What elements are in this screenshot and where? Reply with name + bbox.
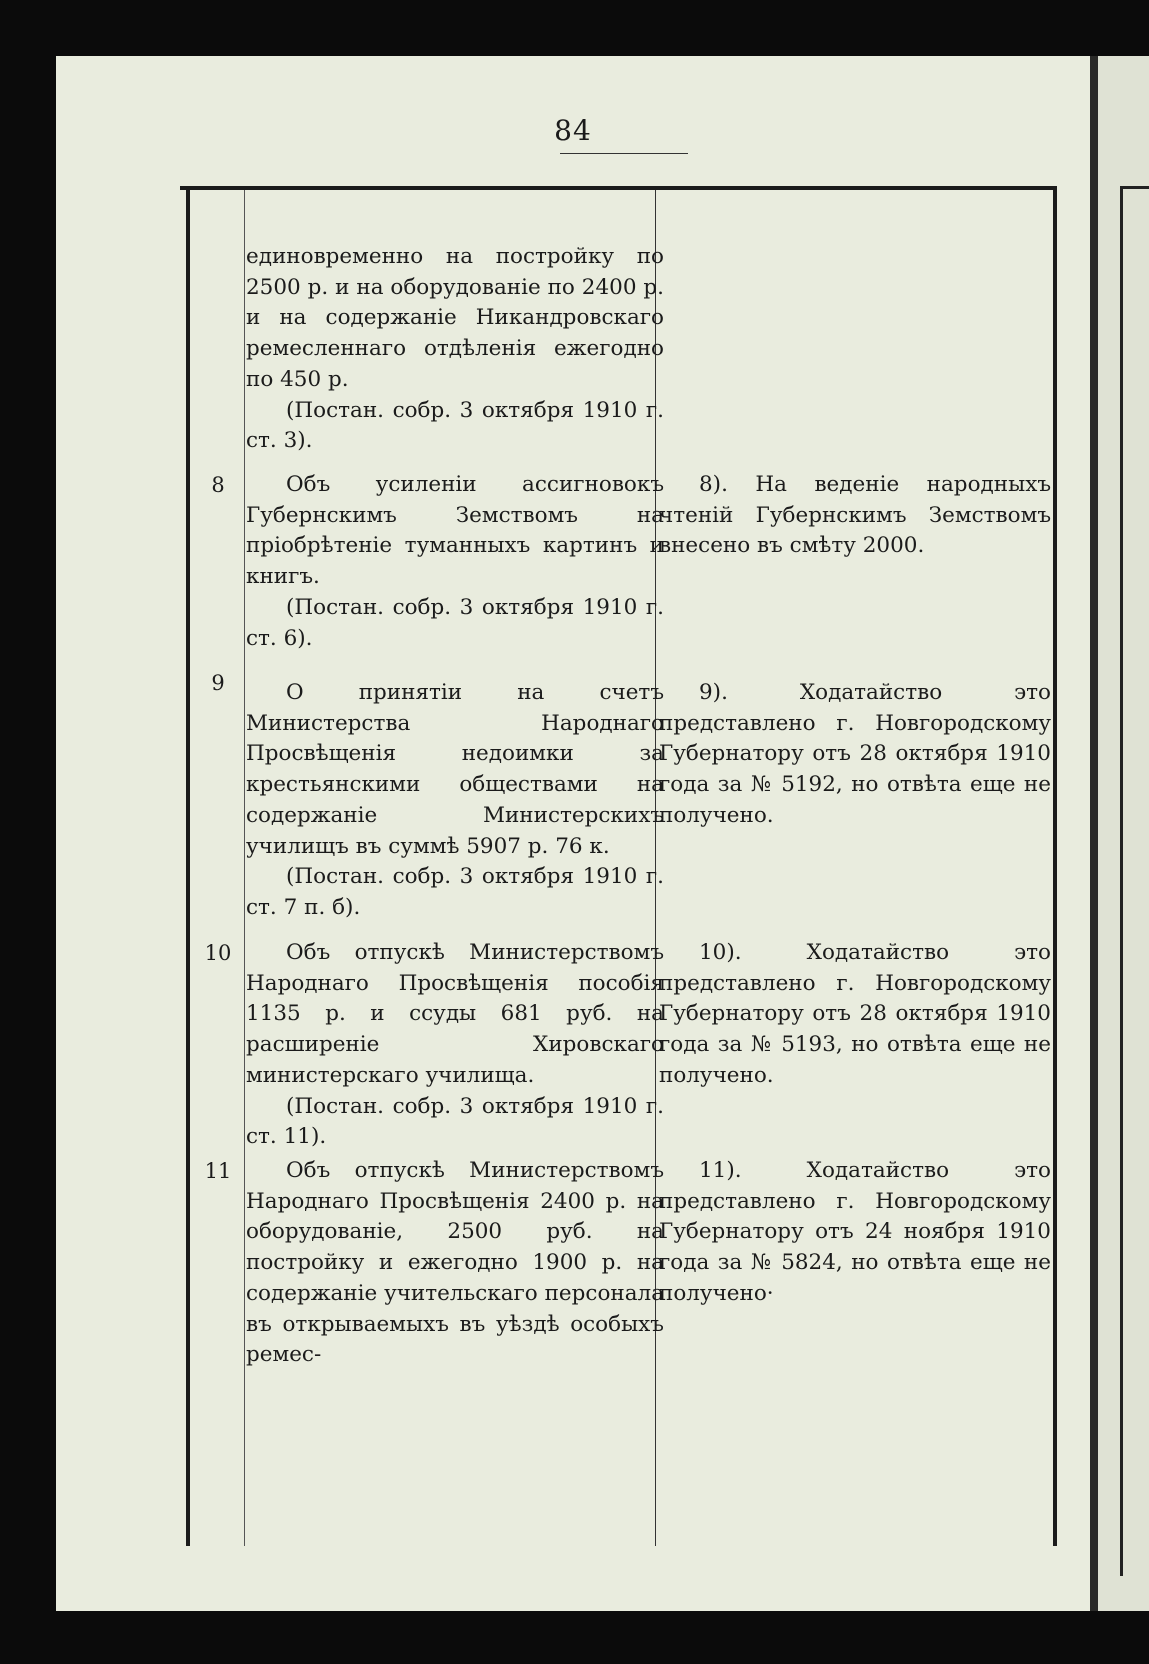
table-row-subject <box>246 938 664 1153</box>
row-subject-text: Объ отпускѣ Министерствомъ Народнаго Просвѣщенія пособія 1135 р. и ссуды 681 руб. на расширеніе Хировскаго министерскаго училища. <box>246 940 664 1088</box>
table-left-rule <box>186 186 190 1546</box>
table-row-subject <box>246 242 664 457</box>
row-subject-text: Объ отпускѣ Министерствомъ Народнаго Просвѣщенія 2400 р. на оборудованіе, 2500 руб. на постройку и ежегодно 1900 р. на содержаніе учительскаго персонала въ открываемыхъ въ уѣздѣ особыхъ ремес- <box>246 1158 665 1368</box>
table-row-result <box>659 1156 1051 1310</box>
table-right-rule <box>1053 186 1057 1546</box>
row-result-text: 11). Ходатайство это представлено г. Новгородскому Губернатору отъ 24 ноября 1910 года за № 5824, но отвѣта еще не получено· <box>659 1158 1051 1306</box>
table-row-result <box>659 678 1051 832</box>
row-result-text: 10). Ходатайство это представлено г. Новгородскому Губернатору отъ 28 октября 1910 года за № 5193, но отвѣта еще не получено. <box>659 940 1051 1088</box>
row-citation: (Постан. собр. 3 октября 1910 г. ст. 6). <box>246 594 664 651</box>
row-subject-text: Объ усиленіи ассигновокъ Губернскимъ Земствомъ на пріобрѣтеніе туманныхъ картинъ и книгъ. <box>246 472 664 590</box>
row-subject-text: О принятіи на счетъ Министерства Народнаго Просвѣщенія недоимки за крестьянскими обществами на содержаніе Министерскихъ училищъ въ суммѣ 5907 р. 76 к. <box>246 680 664 859</box>
table-column-rule <box>244 190 245 1546</box>
row-citation: (Постан. собр. 3 октября 1910 г. ст. 7 п. б). <box>246 864 664 920</box>
row-result-text: 9). Ходатайство это представлено г. Новгородскому Губернатору отъ 28 октября 1910 года за № 5192, но отвѣта еще не получено. <box>659 680 1051 828</box>
table-top-rule <box>180 186 1056 190</box>
page-gutter <box>1090 56 1098 1611</box>
row-number: 11 <box>204 1159 232 1183</box>
adjacent-page-rule <box>1120 186 1149 189</box>
document-page <box>56 56 1090 1611</box>
row-subject-text: единовременно на постройку по 2500 р. и на оборудованіе по 2400 р. и на содержаніе Никандровскаго ремесленнаго отдѣленія ежегодно по 450 р. <box>246 244 664 392</box>
adjacent-page-edge <box>1098 56 1149 1611</box>
page-number: 84 <box>554 114 592 147</box>
row-citation: (Постан. собр. 3 октября 1910 г. ст. 3). <box>246 397 664 454</box>
row-result-text: 8). На веденіе народныхъ чтеній Губернскимъ Земствомъ внесено въ смѣту 2000. <box>659 472 1051 559</box>
table-row-subject <box>246 1156 664 1371</box>
row-number: 9 <box>211 671 225 695</box>
adjacent-page-rule <box>1120 186 1123 1576</box>
table-row-result <box>659 938 1051 1092</box>
table-row-subject <box>246 678 664 924</box>
row-number: 8 <box>211 473 225 497</box>
table-row-result <box>659 470 1051 562</box>
row-citation: (Постан. собр. 3 октября 1910 г. ст. 11). <box>246 1093 664 1150</box>
row-number: 10 <box>204 941 232 965</box>
table-row-subject <box>246 470 664 654</box>
page-number-rule <box>560 153 688 154</box>
